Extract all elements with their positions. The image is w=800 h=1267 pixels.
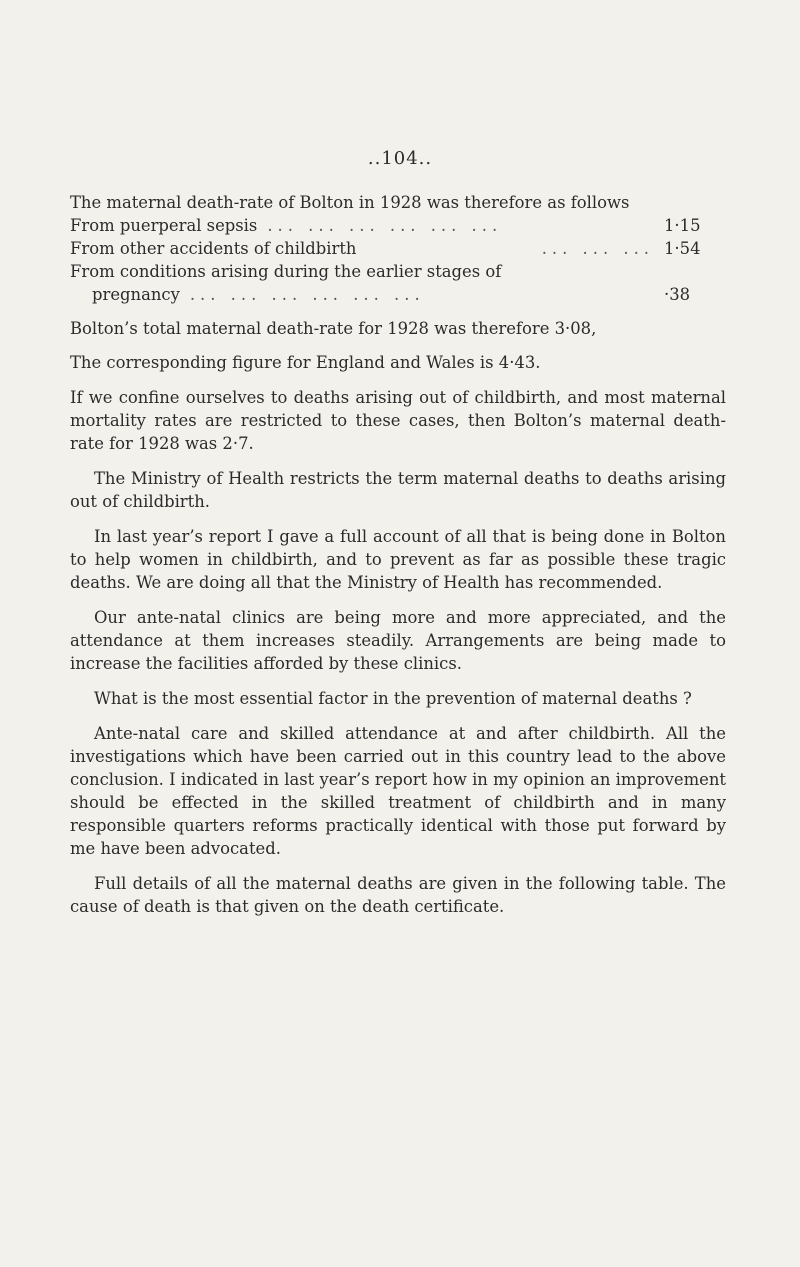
rate-value: 1·54: [664, 239, 701, 258]
rate-value: 1·15: [664, 216, 701, 235]
rate-label: From other accidents of childbirth: [70, 239, 357, 258]
paragraph-full-details: Full details of all the maternal deaths are given in the following table. The cause of death is that given on the death certificate.: [70, 874, 726, 916]
leader-dots: ... ... ... ... ... ...: [189, 285, 425, 304]
paragraph-ante-natal-clinics: Our ante-natal clinics are being more and more appreciated, and the attendance at them increases steadily. Arrangements are being made to increase the facilities afforded by these clinics.: [70, 608, 726, 673]
rate-label-continued: pregnancy: [92, 285, 180, 304]
rate-value: ·38: [664, 285, 691, 304]
death-rate-list: [70, 214, 726, 306]
paragraph-last-year-report: In last year’s report I gave a full account of all that is being done in Bolton to help women in childbirth, and to prevent as far as possible these tragic deaths. We are doing all that the Ministry of Health has recommended.: [70, 527, 726, 592]
paragraph-essential-factor: What is the most essential factor in the prevention of maternal deaths ?: [94, 689, 692, 708]
paragraph-ministry-definition: The Ministry of Health restricts the term maternal deaths to deaths arising out of childbirth.: [70, 469, 726, 511]
rate-label: From conditions arising during the earlier stages of: [70, 262, 502, 281]
rate-label: From puerperal sepsis: [70, 216, 258, 235]
paragraph-ante-natal-care: Ante-natal care and skilled attendance at and after childbirth. All the investigations which have been carried out in this country lead to the above conclusion. I indicated in last year’s report how in my opinion an improvement should be effected in the skilled treatment of childbirth and in many responsible quarters reforms practically identical with those put forward by me have been advocated.: [70, 724, 726, 858]
rate-row-earlier-stages-line1: [70, 260, 726, 283]
leader-dots: ... ... ... ... ... ...: [267, 216, 503, 235]
rate-row-earlier-stages-line2: [70, 283, 726, 306]
rate-row-other-accidents: [70, 237, 726, 260]
england-wales-statement: The corresponding figure for England and Wales is 4·43.: [70, 353, 541, 372]
rate-row-puerperal-sepsis: [70, 214, 726, 237]
leader-dots: ... ... ...: [541, 239, 654, 258]
total-rate-statement: Bolton’s total maternal death-rate for 1928 was therefore 3·08,: [70, 319, 597, 338]
paragraph-childbirth-rate: If we confine ourselves to deaths arising out of childbirth, and most maternal mortality rates are restricted to these cases, then Bolton’s maternal death-rate for 1928 was 2·7.: [70, 388, 726, 453]
page-number: ..104..: [367, 148, 433, 169]
document-body: [70, 191, 726, 918]
intro-line: The maternal death-rate of Bolton in 1928 was therefore as follows: [70, 193, 630, 212]
